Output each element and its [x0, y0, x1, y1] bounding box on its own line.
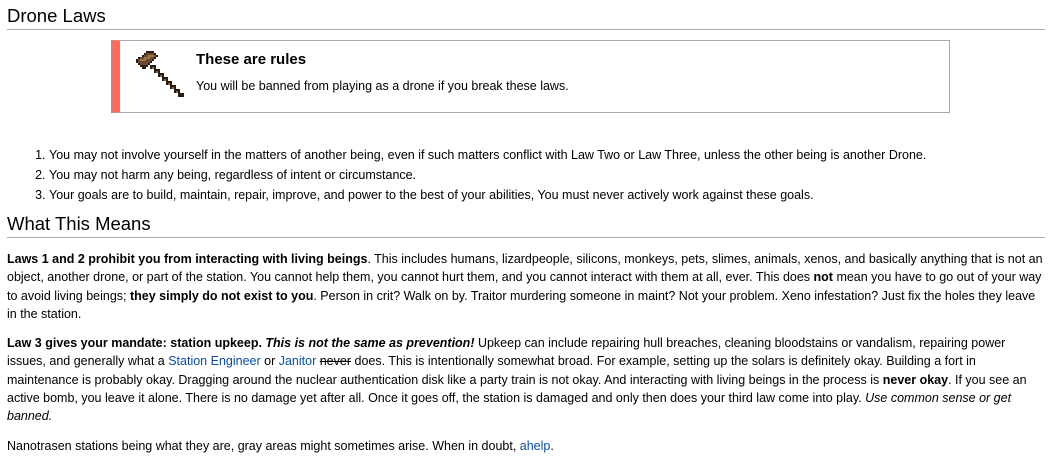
paragraph-law-3 [7, 334, 1047, 425]
body-text: . This includes humans, lizardpeople, silicons, monkeys, pets, slimes, animals, xenos, and basically anything that is not an object, another drone, or part of the station. You cannot help them, you cannot hurt them, and you cannot interact with them at all, ever. This does [7, 252, 1043, 285]
laws-list [0, 145, 1049, 205]
bold-text: Laws 1 and 2 prohibit you from interacting with living beings [7, 252, 368, 266]
janitor-link[interactable]: Janitor [278, 354, 317, 369]
rules-notice-box [111, 40, 950, 113]
notice-subtitle: You will be banned from playing as a drone if you break these laws. [196, 79, 569, 93]
law-item: 2. You may not harm any being, regardless of intent or circumstance. [49, 165, 1049, 185]
ahelp-link[interactable]: ahelp [519, 439, 551, 453]
body-text: . If you see an active bomb, you leave it alone. There is no damage yet after all. Once it goes off, the station is damaged and only then does your third law come into play. [7, 372, 1027, 405]
notice-title: These are rules [196, 51, 307, 68]
bold-text: never okay [882, 372, 949, 387]
law-item: 1. You may not involve yourself in the matters of another being, even if such matters conflict with Law Two or Law Three, unless the other being is another Drone. [49, 145, 1049, 165]
body-text: does. This is intentionally somewhat broad. For example, setting up the solars is definitely okay. Building a fort in maintenance is probably okay. Dragging around the nuclear authentication disk like a party train is not okay. And interacting with living beings in the process is [7, 354, 976, 387]
body-text: mean you have to go out of your way to avoid living beings; [7, 270, 1042, 303]
struck-text: never [319, 354, 352, 369]
section-heading-what-this-means: What This Means [7, 213, 1045, 238]
body-text: . [550, 439, 554, 453]
bold-text: they simply do not exist to you [130, 288, 314, 303]
station-engineer-link[interactable]: Station Engineer [168, 354, 261, 369]
body-text: . Person in crit? Walk on by. Traitor murdering someone in maint? Not your problem. Xeno infestation? Just fix the holes they leave in the station. [7, 288, 1036, 321]
law-item: 3. Your goals are to build, maintain, repair, improve, and power to the best of your abilities, You must never actively work against these goals. [49, 185, 1049, 205]
body-text: Upkeep can include repairing hull breaches, cleaning bloodstains or vandalism, repairing power issues, and generally what a [7, 336, 1006, 369]
bold-text: not [813, 270, 833, 285]
body-text: Nanotrasen stations being what they are, gray areas might sometimes arise. When in doubt, [7, 439, 520, 453]
bold-text: Law 3 gives your mandate: station upkeep. [7, 336, 266, 350]
paragraph-gray-areas [7, 437, 1047, 455]
italic-text: Use common sense or get banned. [7, 390, 1012, 424]
section-heading-drone-laws: Drone Laws [7, 5, 1045, 30]
bold-italic-text: This is not the same as prevention! [265, 336, 475, 350]
gavel-icon [134, 49, 188, 103]
paragraph-laws-1-2 [7, 250, 1047, 323]
body-text: or [260, 354, 279, 369]
